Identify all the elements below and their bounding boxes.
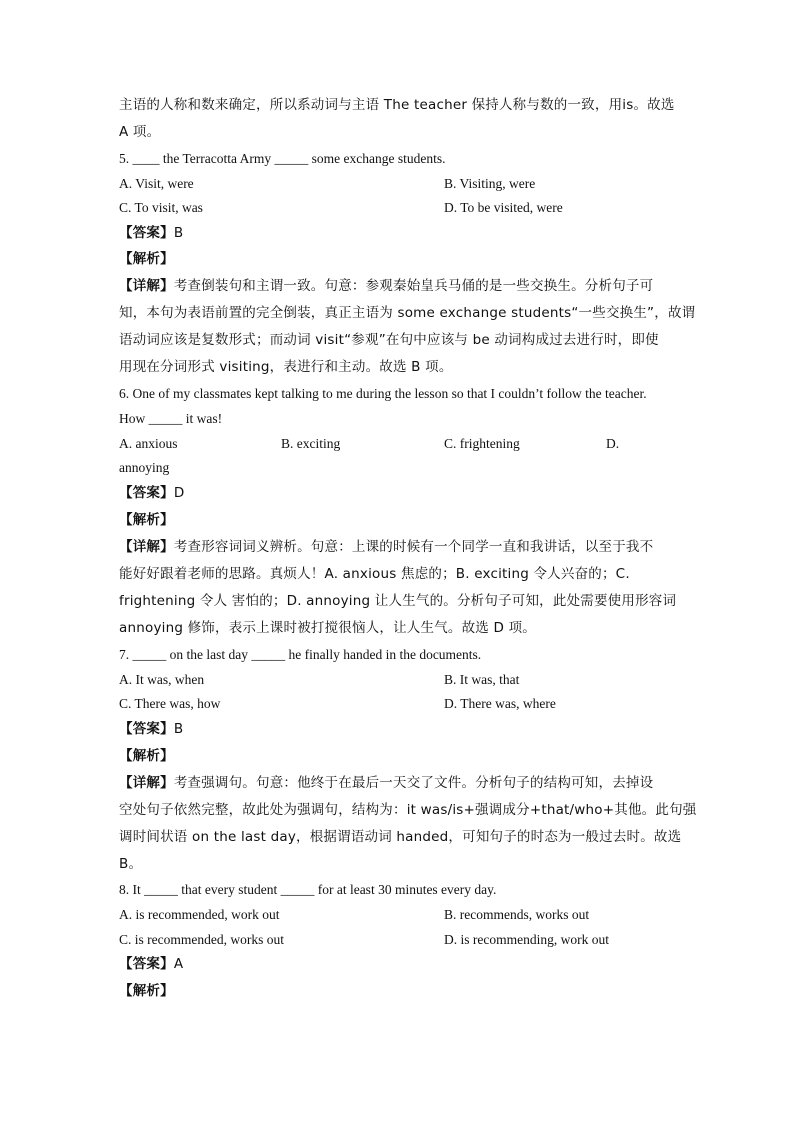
analysis-heading: 【解析】 [119, 512, 174, 528]
detail-line [119, 538, 679, 556]
answer-tag: 【答案】 [119, 485, 174, 501]
detail-text: 考查形容词词义辨析。句意：上课的时候有一个同学一直和我讲话，以至于我不 [173, 539, 654, 555]
detail-line: 能好好跟着老师的思路。真烦人！A. anxious 焦虑的；B. exciting 令人兴奋的；C. [119, 566, 630, 582]
option-c: C. There was, how [119, 696, 221, 711]
answer-line [119, 720, 679, 738]
option-b: B. Visiting, were [444, 176, 536, 191]
detail-line: 空处句子依然完整，故此处为强调句，结构为：it was/is+强调成分+that/who+其他。此句强 [119, 802, 697, 818]
answer-line [119, 484, 679, 502]
question-6-cont: How _____ it was! [119, 411, 223, 426]
answer-value: A [173, 956, 184, 972]
detail-tag: 【详解】 [119, 278, 174, 294]
option-d: D. [606, 436, 620, 451]
question-5: 5. ____ the Terracotta Army _____ some exchange students. [119, 151, 446, 166]
option-c: C. frightening [444, 436, 520, 451]
analysis-heading: 【解析】 [119, 983, 174, 999]
option-b: B. recommends, works out [444, 907, 590, 922]
detail-text: 考查倒装句和主谓一致。句意：参观秦始皇兵马俑的是一些交换生。分析句子可 [173, 278, 654, 294]
option-a: A. Visit, were [119, 176, 194, 191]
answer-value: B [173, 225, 184, 241]
option-c: C. is recommended, works out [119, 932, 284, 947]
explanation-line: 主语的人称和数来确定，所以系动词与主语 The teacher 保持人称与数的一致，用is。故选 [119, 97, 675, 113]
answer-tag: 【答案】 [119, 956, 174, 972]
answer-line [119, 955, 679, 973]
analysis-heading: 【解析】 [119, 748, 174, 764]
option-a: A. It was, when [119, 672, 205, 687]
option-d-text: annoying [119, 460, 170, 475]
option-a: A. is recommended, work out [119, 907, 280, 922]
answer-tag: 【答案】 [119, 721, 174, 737]
detail-line: frightening 令人 害怕的；D. annoying 让人生气的。分析句子可知，此处需要使用形容词 [119, 593, 677, 609]
option-b: B. exciting [281, 436, 341, 451]
detail-tag: 【详解】 [119, 539, 174, 555]
option-d: D. There was, where [444, 696, 556, 711]
answer-value: D [173, 485, 185, 501]
detail-line [119, 774, 679, 792]
detail-line: annoying 修饰，表示上课时被打搅很恼人，让人生气。故选 D 项。 [119, 620, 536, 636]
detail-line: 知，本句为表语前置的完全倒装，真正主语为 some exchange students“一些交换生”，故谓 [119, 305, 696, 321]
answer-value: B [173, 721, 184, 737]
detail-line: B。 [119, 856, 143, 872]
option-c: C. To visit, was [119, 200, 203, 215]
option-b: B. It was, that [444, 672, 520, 687]
answer-line [119, 224, 679, 242]
detail-line: 语动词应该是复数形式；而动词 visit“参观”在句中应该与 be 动词构成过去进行时，即使 [119, 332, 659, 348]
detail-line: 调时间状语 on the last day，根据谓语动词 handed，可知句子的时态为一般过去时。故选 [119, 829, 682, 845]
detail-tag: 【详解】 [119, 775, 174, 791]
question-8: 8. It _____ that every student _____ for at least 30 minutes every day. [119, 882, 497, 897]
option-d: D. To be visited, were [444, 200, 563, 215]
question-6: 6. One of my classmates kept talking to me during the lesson so that I couldn’t follow the teacher. [119, 386, 647, 401]
question-7: 7. _____ on the last day _____ he finally handed in the documents. [119, 647, 482, 662]
detail-line: 用现在分词形式 visiting，表进行和主动。故选 B 项。 [119, 359, 453, 375]
option-a: A. anxious [119, 436, 178, 451]
detail-text: 考查强调句。句意：他终于在最后一天交了文件。分析句子的结构可知，去掉设 [173, 775, 654, 791]
option-d: D. is recommending, work out [444, 932, 609, 947]
explanation-line: A 项。 [119, 124, 161, 140]
analysis-heading: 【解析】 [119, 251, 174, 267]
detail-line [119, 277, 679, 295]
answer-tag: 【答案】 [119, 225, 174, 241]
